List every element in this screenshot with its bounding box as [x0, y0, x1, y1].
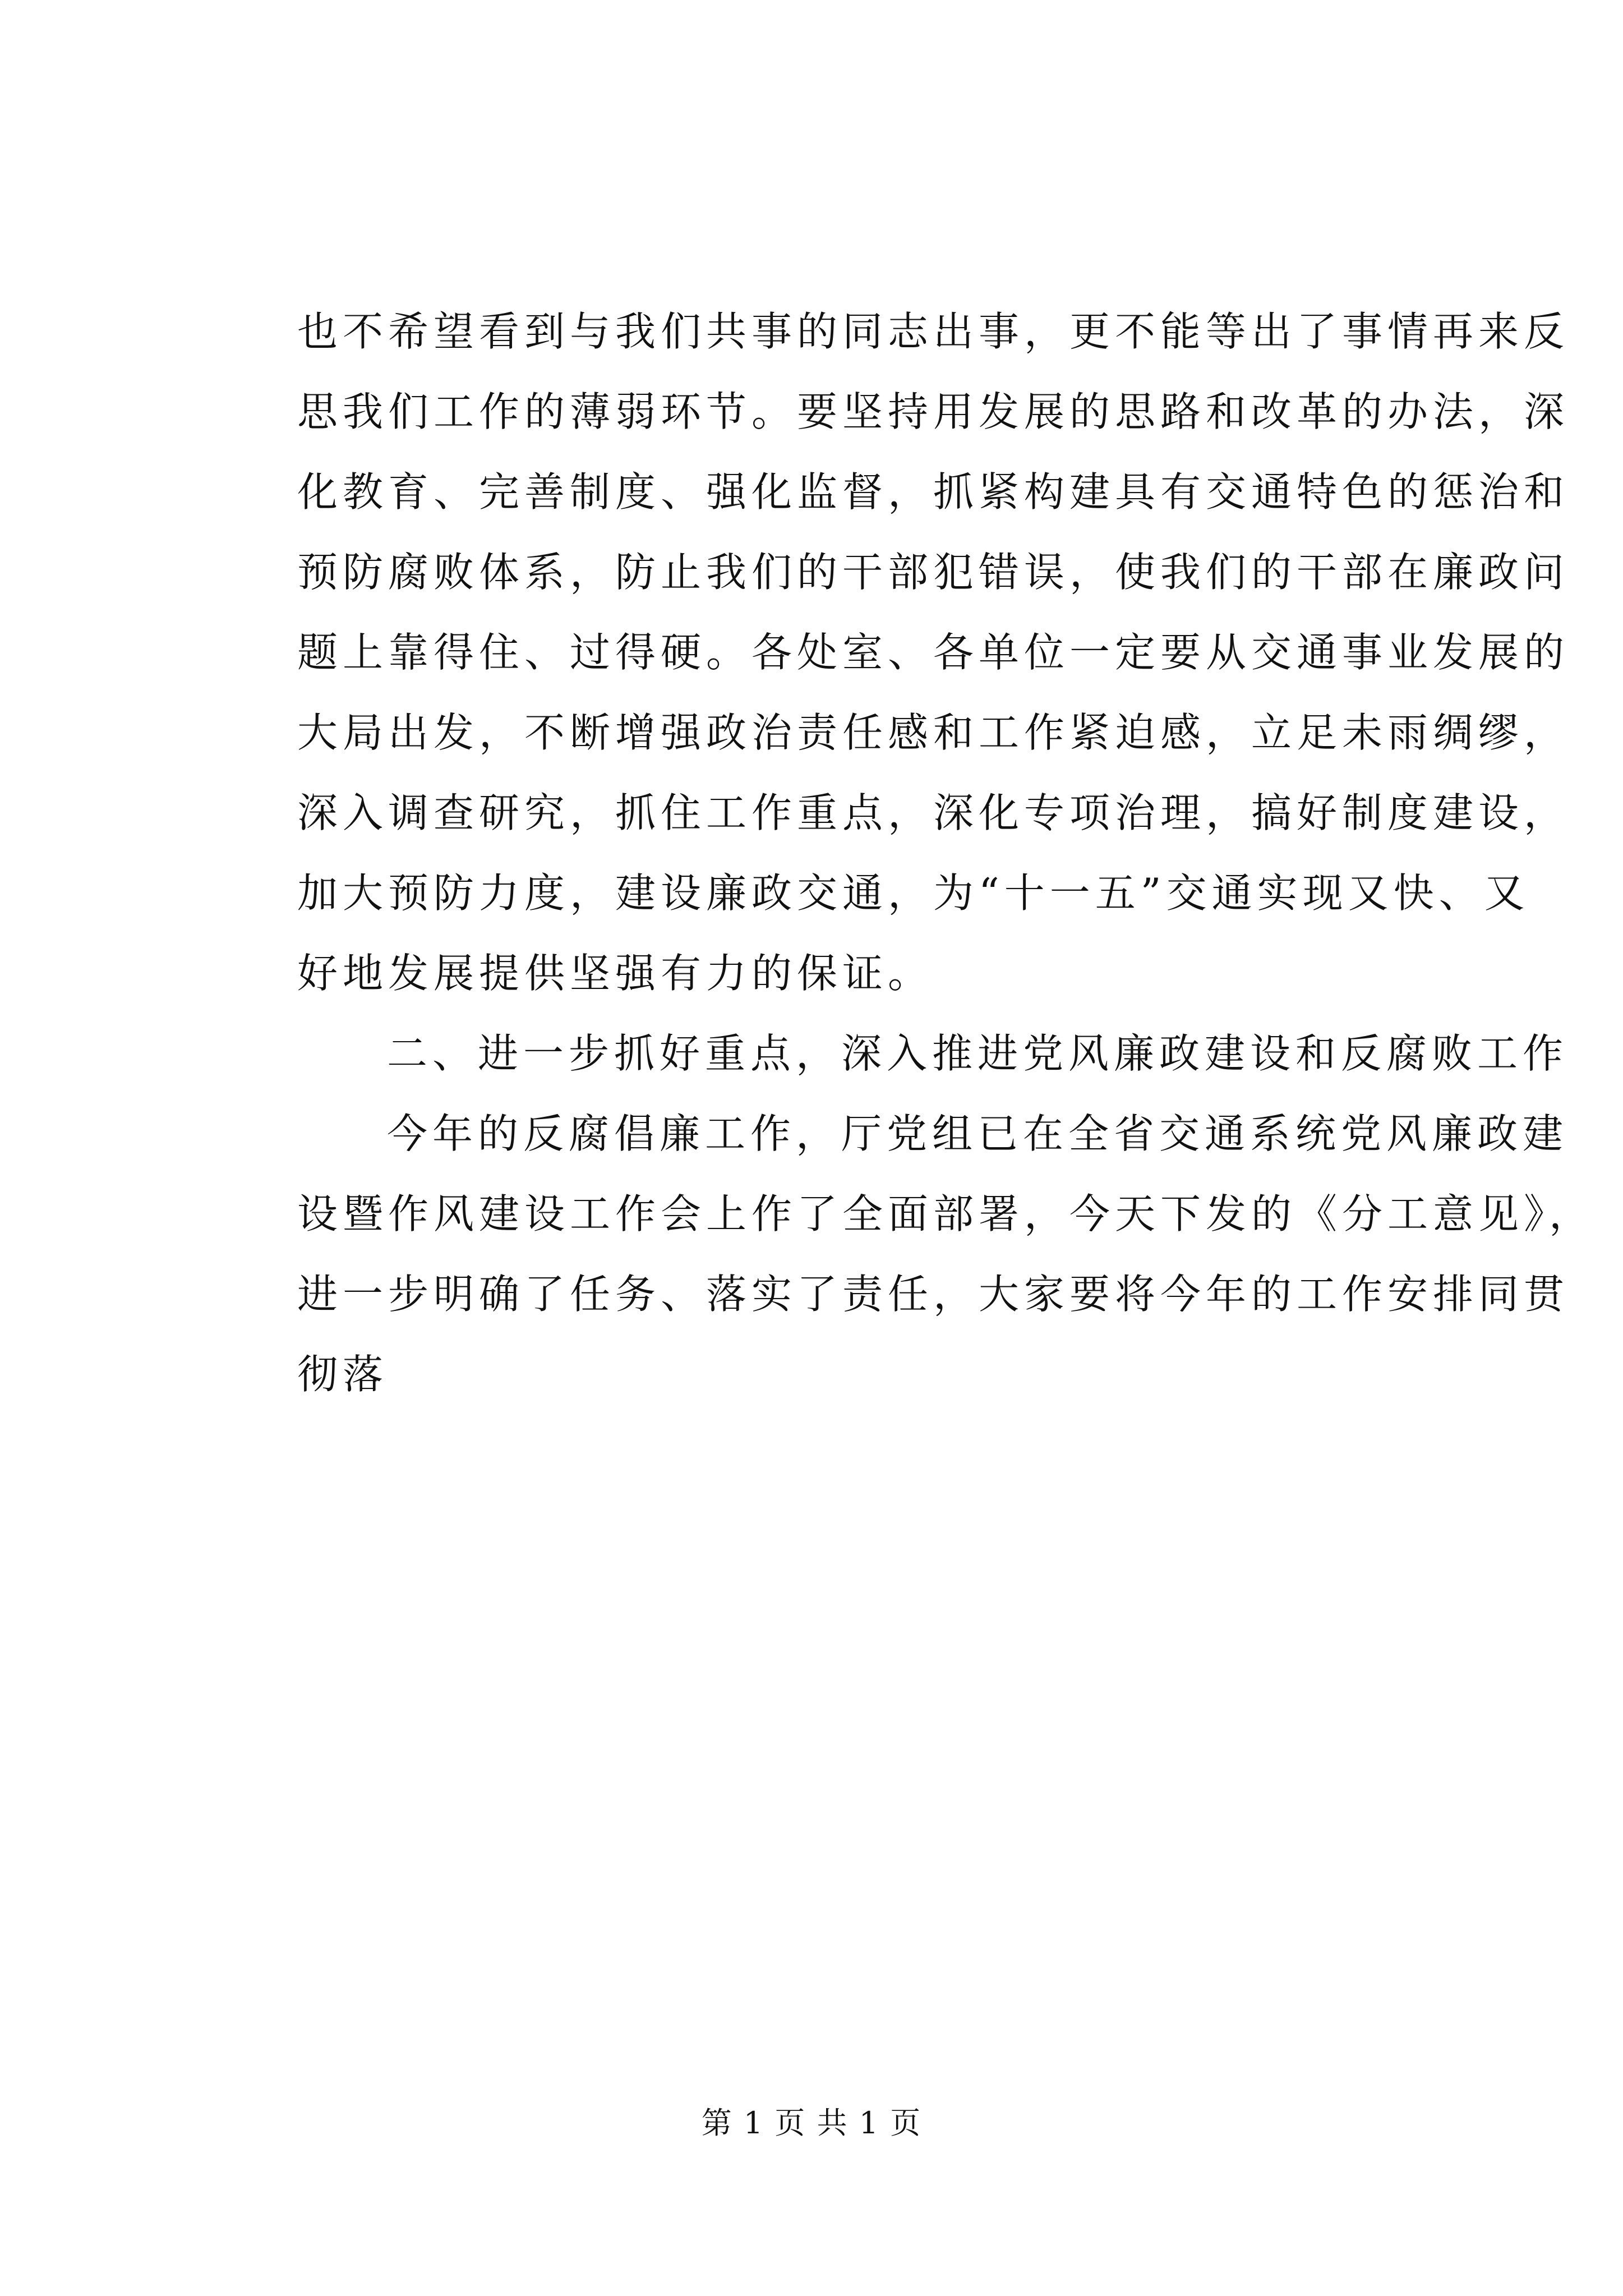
text-line: 设暨作风建设工作会上作了全面部署，今天下发的《分工意见》，: [297, 1190, 1595, 1237]
text-line: 彻落: [297, 1351, 389, 1398]
text-line: 大局出发，不断增强政治责任感和工作紧迫感，立足未雨绸缪，: [297, 709, 1570, 756]
text-line: 进一步明确了任务、落实了责任，大家要将今年的工作安排同贯: [297, 1271, 1570, 1318]
text-line: 也不希望看到与我们共事的同志出事，更不能等出了事情再来反: [297, 308, 1570, 355]
text-line: 好地发展提供坚强有力的保证。: [297, 950, 934, 997]
text-line: 加大预防力度，建设廉政交通，为“十一五”交通实现又快、又: [297, 869, 1530, 917]
document-body: [297, 292, 1595, 1415]
text-line: 预防腐败体系，防止我们的干部犯错误，使我们的干部在廉政问: [297, 549, 1570, 596]
text-line: 题上靠得住、过得硬。各处室、各单位一定要从交通事业发展的: [297, 629, 1570, 676]
section-heading: 二、进一步抓好重点，深入推进党风廉政建设和反腐败工作: [387, 1030, 1569, 1077]
text-line: 思我们工作的薄弱环节。要坚持用发展的思路和改革的办法，深: [297, 388, 1570, 435]
page-number-footer: 第 1 页 共 1 页: [701, 2105, 922, 2141]
text-line: 深入调查研究，抓住工作重点，深化专项治理，搞好制度建设，: [297, 789, 1570, 836]
text-line: 化教育、完善制度、强化监督，抓紧构建具有交通特色的惩治和: [297, 468, 1570, 516]
text-line: 今年的反腐倡廉工作，厅党组已在全省交通系统党风廉政建: [387, 1110, 1569, 1157]
